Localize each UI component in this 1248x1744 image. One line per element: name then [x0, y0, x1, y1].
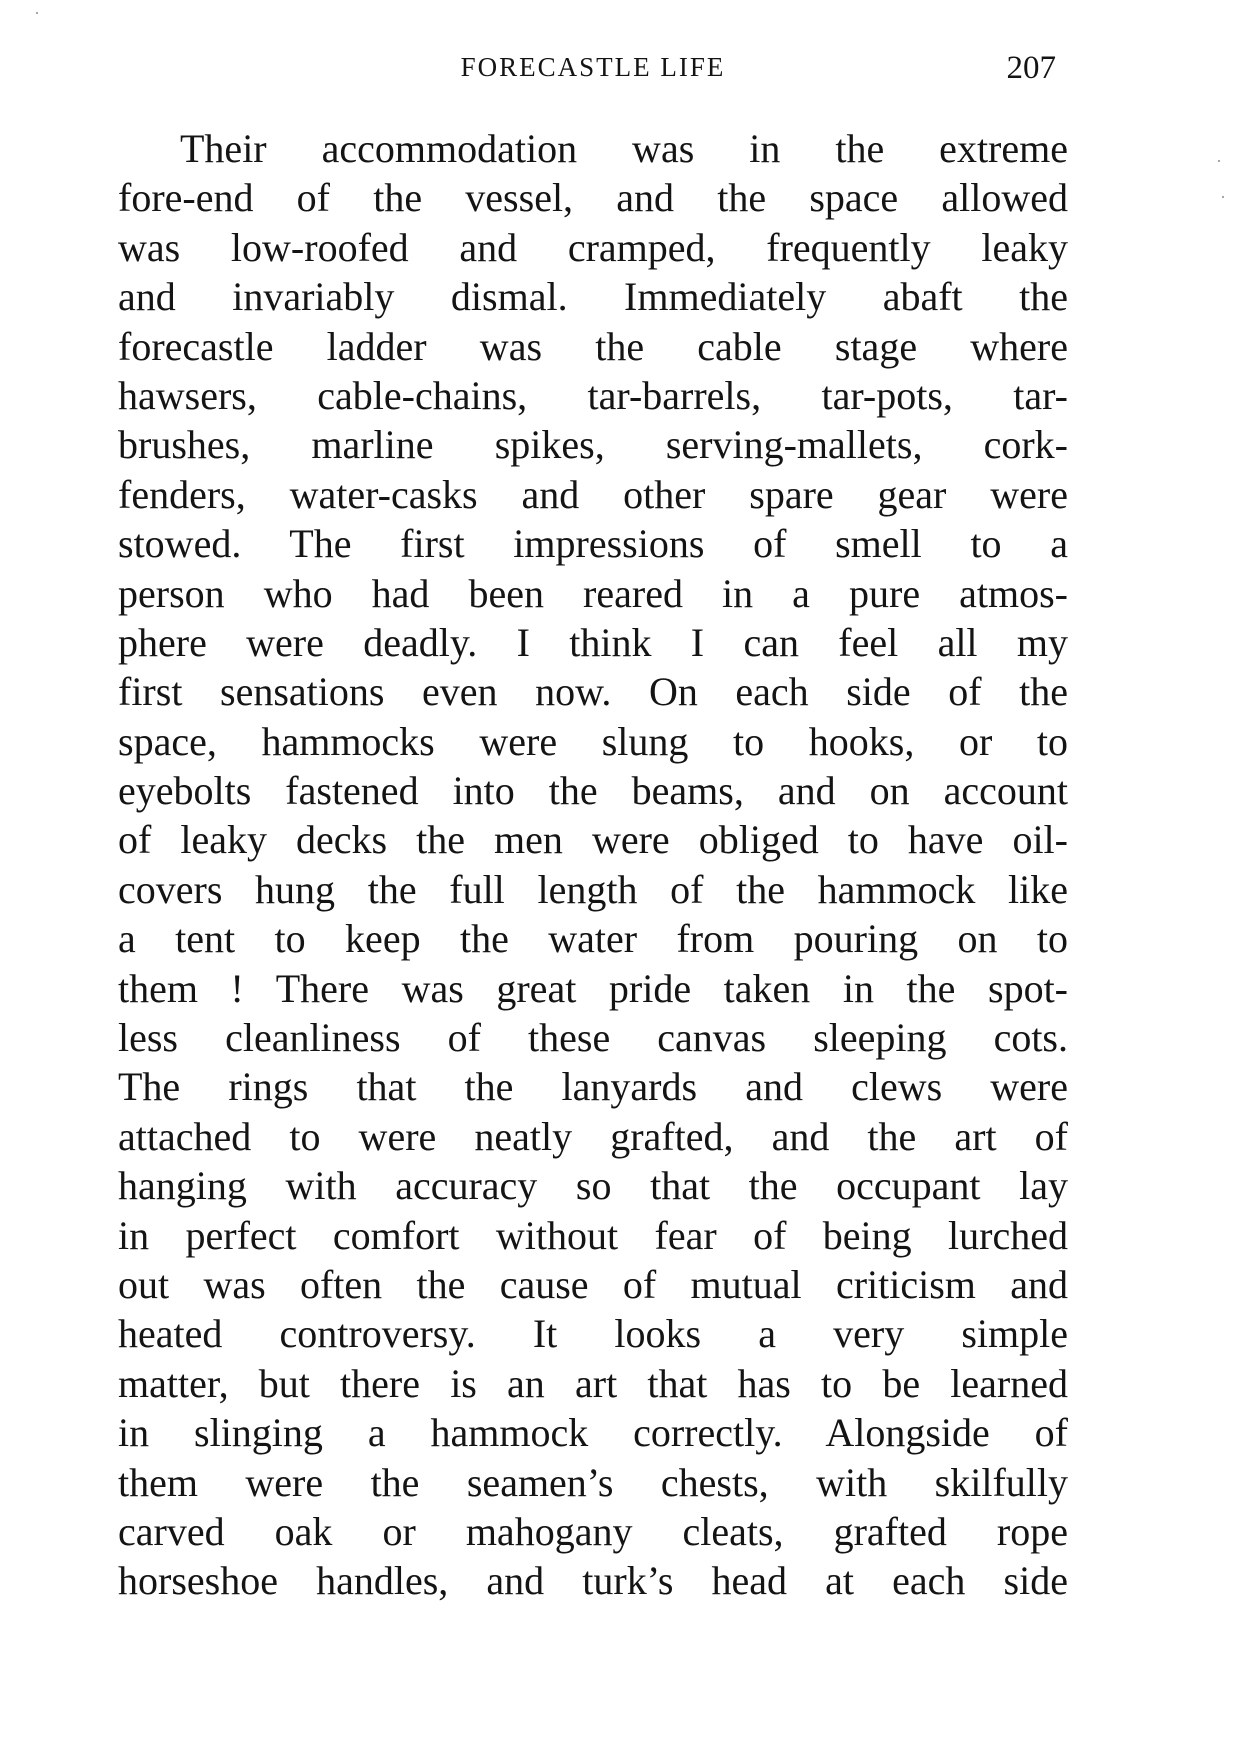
text-line: was low-roofed and cramped, frequently leaky: [118, 224, 1068, 270]
text-line: hanging with accuracy so that the occupant lay: [118, 1163, 1068, 1209]
text-line: in slinging a hammock correctly. Alongside of: [118, 1410, 1068, 1456]
text-line: forecastle ladder was the cable stage where: [118, 323, 1068, 369]
running-head: [118, 50, 1068, 90]
text-line: hawsers, cable-chains, tar-barrels, tar-pots, tar-: [118, 372, 1068, 418]
text-line: heated controversy. It looks a very simple: [118, 1311, 1068, 1357]
text-line: a tent to keep the water from pouring on to: [118, 916, 1068, 962]
text-line: carved oak or mahogany cleats, grafted rope: [118, 1508, 1068, 1554]
text-line: fore-end of the vessel, and the space allowed: [118, 175, 1068, 221]
text-line: out was often the cause of mutual criticism and: [118, 1261, 1068, 1307]
text-line: them were the seamen’s chests, with skilfully: [118, 1459, 1068, 1505]
text-line: them ! There was great pride taken in the spot-: [118, 965, 1068, 1011]
text-line: attached to were neatly grafted, and the art of: [118, 1113, 1068, 1159]
text-line: stowed. The first impressions of smell to a: [118, 521, 1068, 567]
text-line: in perfect comfort without fear of being lurched: [118, 1212, 1068, 1258]
text-line: fenders, water-casks and other spare gear were: [118, 471, 1068, 517]
scan-speck: [36, 12, 38, 14]
page-number: 207: [1006, 50, 1056, 86]
scan-speck: [1218, 160, 1220, 162]
text-line: and invariably dismal. Immediately abaft the: [118, 274, 1068, 320]
text-line: of leaky decks the men were obliged to have oil-: [118, 817, 1068, 863]
text-line: horseshoe handles, and turk’s head at each side: [118, 1558, 1068, 1604]
text-line: brushes, marline spikes, serving-mallets, cork-: [118, 422, 1068, 468]
scan-speck: [1222, 196, 1224, 198]
text-line: covers hung the full length of the hammock like: [118, 866, 1068, 912]
text-line: The rings that the lanyards and clews were: [118, 1064, 1068, 1110]
text-line: phere were deadly. I think I can feel all my: [118, 619, 1068, 665]
text-line: matter, but there is an art that has to be learned: [118, 1360, 1068, 1406]
text-line: less cleanliness of these canvas sleeping cots.: [118, 1015, 1068, 1061]
text-line: first sensations even now. On each side of the: [118, 669, 1068, 715]
body-text: [118, 124, 1068, 1606]
text-line: eyebolts fastened into the beams, and on account: [118, 768, 1068, 814]
running-title: FORECASTLE LIFE: [460, 52, 726, 82]
text-line: person who had been reared in a pure atmos-: [118, 570, 1068, 616]
text-line: space, hammocks were slung to hooks, or to: [118, 718, 1068, 764]
text-line: Their accommodation was in the extreme: [180, 126, 1068, 171]
